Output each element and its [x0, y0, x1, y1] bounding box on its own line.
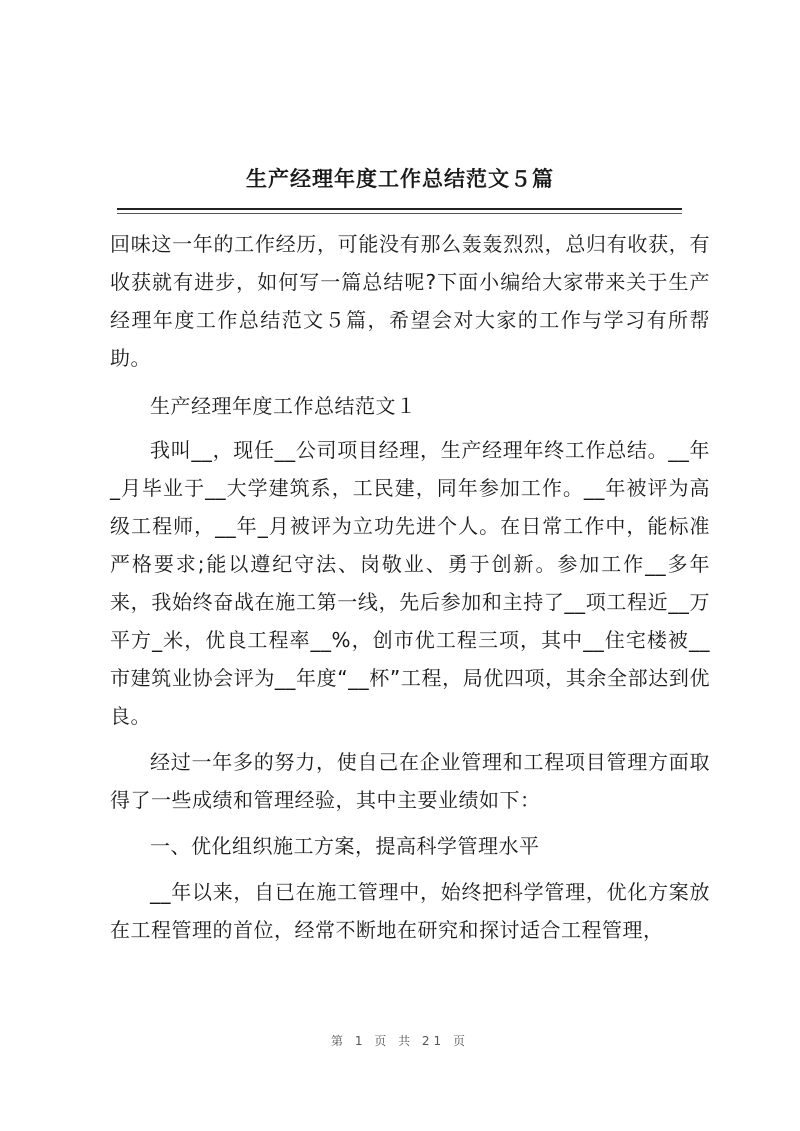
title-rule-thin [117, 213, 682, 214]
document-body [110, 225, 710, 949]
page-footer: 第 1 页 共 21 页 [331, 1034, 469, 1048]
section-title: 生产经理年度工作总结范文１ [150, 394, 417, 418]
subheading-1: 一、优化组织施工方案，提高科学管理水平 [150, 834, 540, 858]
body-paragraph-2: 经过一年多的努力，使自己在企业管理和工程项目管理方面取得了一些成绩和管理经验，其中主要业绩如下： [110, 750, 710, 812]
body-paragraph-3: __年以来，自已在施工管理中，始终把科学管理，优化方案放在工程管理的首位，经常不断地在研究和探讨适合工程管理， [110, 880, 710, 942]
title-rule [117, 208, 682, 210]
page-title: 生产经理年度工作总结范文５篇 [246, 167, 554, 191]
intro-paragraph: 回味这一年的工作经历，可能没有那么轰轰烈烈，总归有收获，有收获就有进步，如何写一篇总结呢?下面小编给大家带来关于生产经理年度工作总结范文５篇，希望会对大家的工作与学习有所帮助。 [110, 232, 710, 370]
body-paragraph-1: 我叫__，现任__公司项目经理，生产经理年终工作总结。__年_月毕业于__大学建筑系，工民建，同年参加工作。__年被评为高级工程师，__年_月被评为立功先进个人。在日常工作中，能标准严格要求;能以遵纪守法、岗敬业、勇于创新。参加工作__多年来，我始终奋战在施工第一线，先后参加和主持了__项工程近__万平方_米，优良工程率__%，创市优工程三项，其中__住宅楼被__市建筑业协会评为__年度“__杯”工程，局优四项，其余全部达到优良。 [110, 438, 710, 728]
